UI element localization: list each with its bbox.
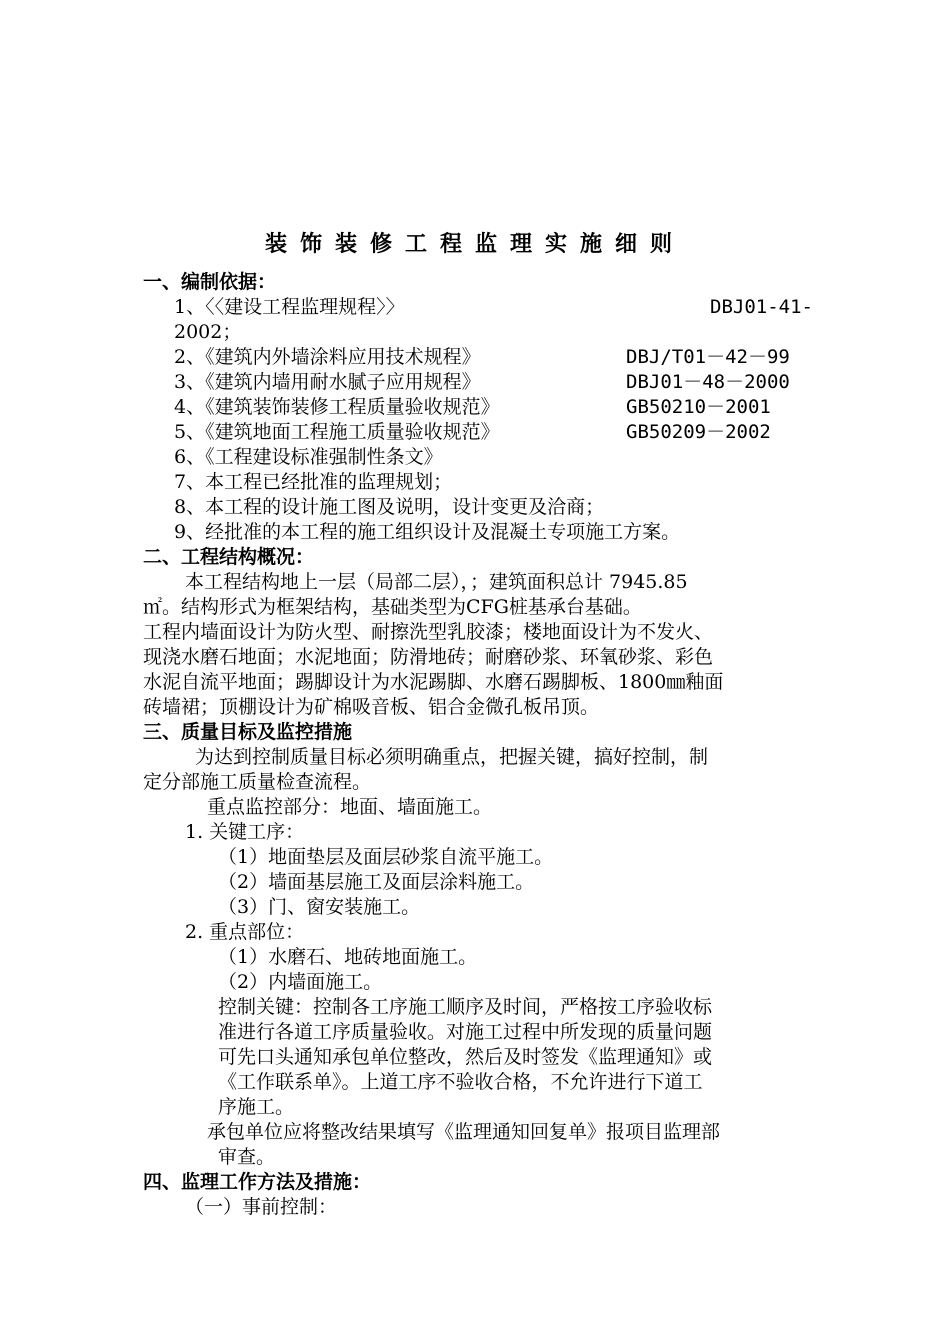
paragraph-line: 承包单位应将整改结果填写《监理通知回复单》报项目监理部 [207,1121,721,1143]
paragraph-line: 定分部施工质量检查流程。 [143,771,372,793]
reference-item: 1、〈〈建设工程监理规程〉〉 [174,296,405,318]
paragraph-line: 砖墙裙；顶棚设计为矿棉吸音板、铝合金微孔板吊顶。 [143,696,600,718]
list-item: （1）地面垫层及面层砂浆自流平施工。 [218,846,554,868]
paragraph-line: 本工程结构地上一层（局部二层），；建筑面积总计 7945.85 [185,571,688,593]
reference-item: 3、《建筑内墙用耐水腻子应用规程》 [174,371,481,393]
reference-code: GB50209－2002 [626,421,771,443]
paragraph-line: ㎡。结构形式为框架结构，基础类型为CFG桩基承台基础。 [143,596,642,618]
reference-code: GB50210－2001 [626,396,771,418]
paragraph-line: 控制关键：控制各工序施工顺序及时间，严格按工序验收标 [218,996,713,1018]
reference-item: 9、经批准的本工程的施工组织设计及混凝土专项施工方案。 [174,521,681,543]
paragraph-line: 准进行各道工序质量验收。对施工过程中所发现的质量问题 [218,1021,713,1043]
list-item: （2）内墙面施工。 [218,971,383,993]
list-label: 1. 关键工序： [185,821,305,843]
paragraph-line: 序施工。 [218,1096,295,1118]
paragraph-line: 现浇水磨石地面；水泥地面；防滑地砖；耐磨砂浆、环氧砂浆、彩色 [143,646,714,668]
reference-item: 4、《建筑装饰装修工程质量验收规范》 [174,396,500,418]
section-heading: 二、工程结构概况： [143,546,315,568]
section-heading: 一、编制依据： [143,271,277,293]
reference-item: 8、本工程的设计施工图及说明，设计变更及洽商； [174,496,605,518]
focus-line: 重点监控部分：地面、墙面施工。 [207,796,493,818]
reference-item: 5、《建筑地面工程施工质量验收规范》 [174,421,500,443]
section-heading: 三、质量目标及监控措施 [143,721,353,743]
section-heading: 四、监理工作方法及措施： [143,1171,372,1193]
paragraph-line: 工程内墙面设计为防火型、耐擦洗型乳胶漆；楼地面设计为不发火、 [143,621,714,643]
reference-code: DBJ01-41- [710,296,813,318]
list-item: （1）水磨石、地砖地面施工。 [218,946,478,968]
subsection-heading: （一）事前控制： [185,1196,338,1218]
list-label: 2. 重点部位： [185,921,305,943]
reference-item: 7、本工程已经批准的监理规划； [174,471,453,493]
list-item: （2）墙面基层施工及面层涂料施工。 [218,871,535,893]
list-item: （3）门、窗安装施工。 [218,896,421,918]
paragraph-line: 《工作联系单》。上道工序不验收合格，不允许进行下道工 [218,1071,703,1093]
reference-item: 6、《工程建设标准强制性条文》 [174,446,443,468]
paragraph-line: 为达到控制质量目标必须明确重点，把握关键，搞好控制，制 [195,746,709,768]
paragraph-line: 水泥自流平地面；踢脚设计为水泥踢脚、水磨石踢脚板、1800㎜釉面 [143,671,724,693]
paragraph-line: 可先口头通知承包单位整改，然后及时签发《监理通知》或 [218,1046,713,1068]
document-title: 装饰装修工程监理实施细则 [264,232,685,257]
reference-item: 2、《建筑内外墙涂料应用技术规程》 [174,346,481,368]
reference-code: DBJ/T01－42－99 [626,346,790,368]
paragraph-line: 审查。 [218,1146,276,1168]
reference-item: 2002； [174,321,242,343]
reference-code: DBJ01－48－2000 [626,371,790,393]
